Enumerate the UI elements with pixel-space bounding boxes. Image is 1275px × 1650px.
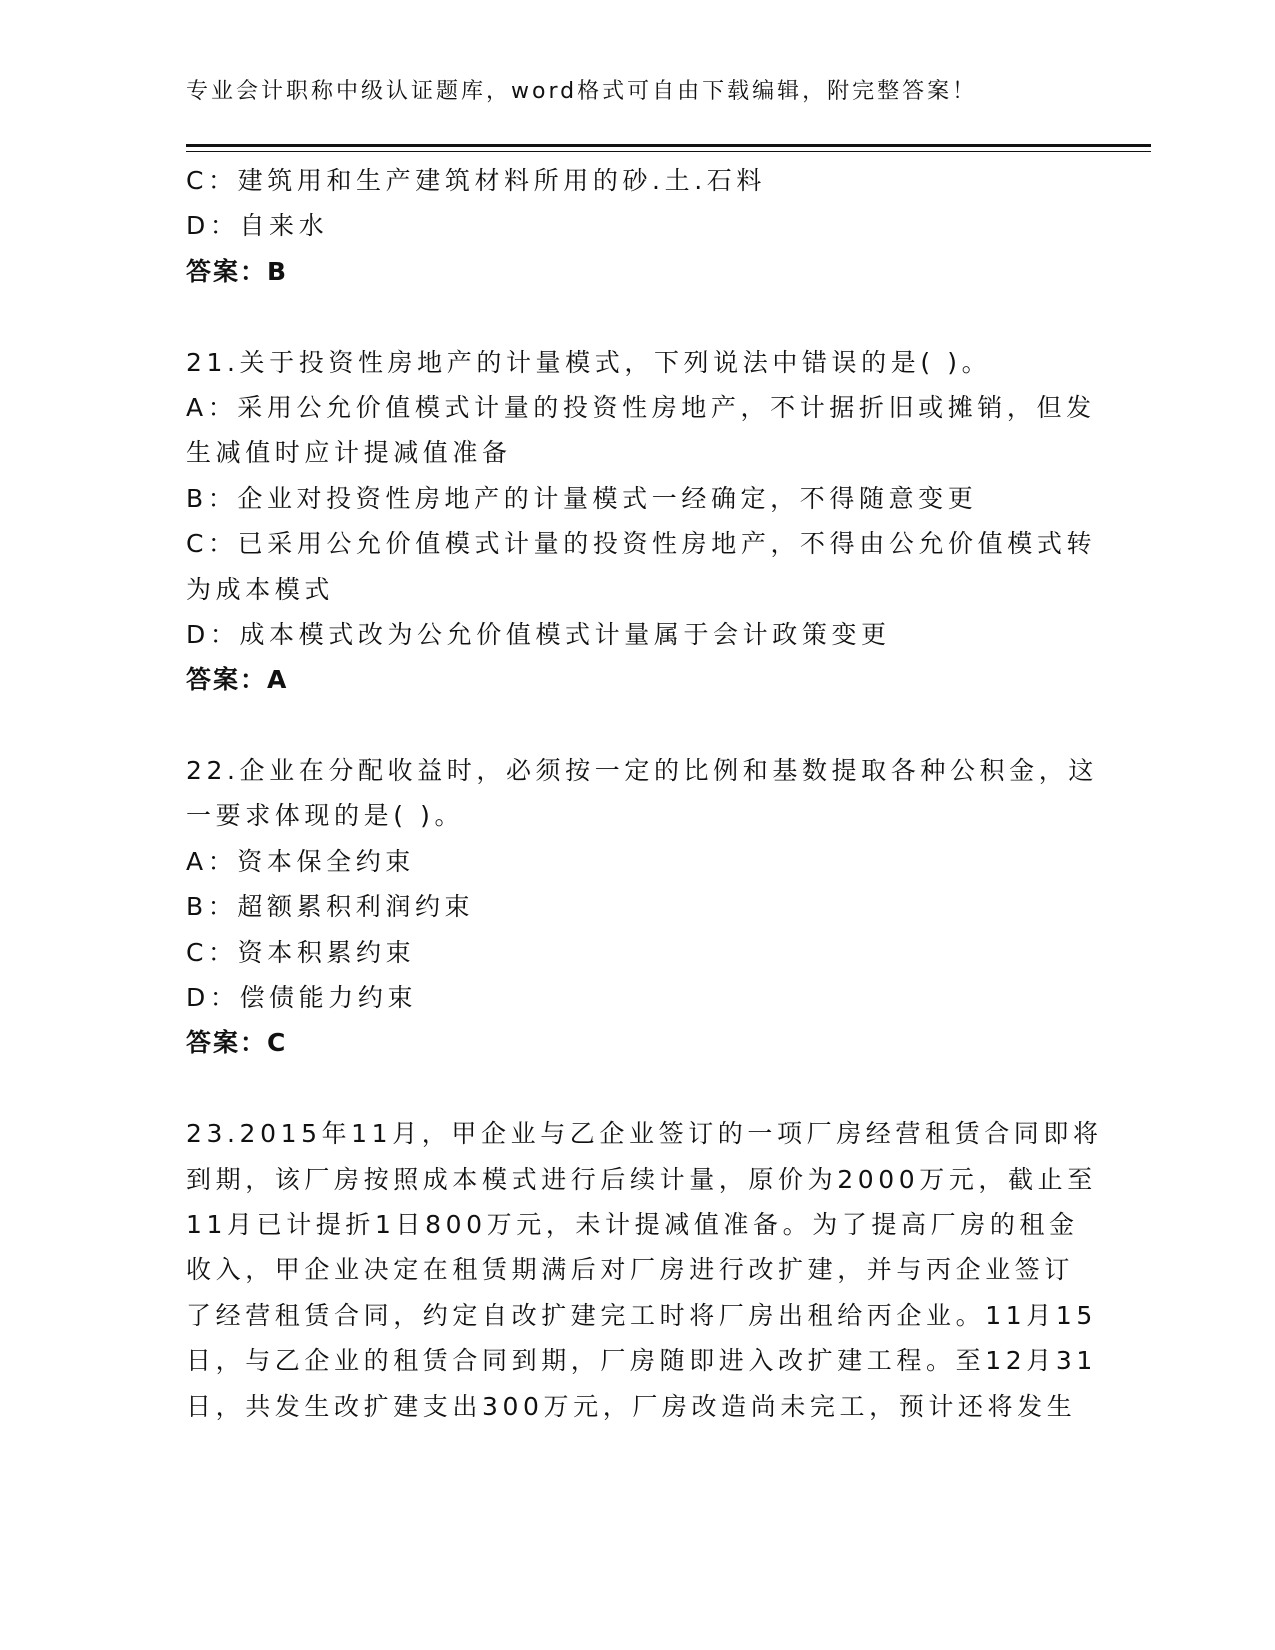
header-divider [186,144,1151,147]
text-line: 22.企业在分配收益时，必须按一定的比例和基数提取各种公积金，这 [186,756,1098,786]
text-line: A：资本保全约束 [186,846,415,876]
question-content [186,158,1103,1429]
answer-line: 答案：A [186,665,289,695]
text-line: 一要求体现的是( )。 [186,801,465,831]
text-line: D：成本模式改为公允价值模式计量属于会计政策变更 [186,619,891,649]
text-line: D：自来水 [186,211,329,241]
text-line: C：资本积累约束 [186,937,416,967]
text-line: 23.2015年11月，甲企业与乙企业签订的一项厂房经营租赁合同即将 [186,1119,1103,1149]
text-line: 21.关于投资性房地产的计量模式，下列说法中错误的是( )。 [186,347,992,377]
answer-line: 答案：B [186,256,289,286]
text-line: 日，与乙企业的租赁合同到期，厂房随即进入改扩建工程。至12月31 [186,1346,1097,1376]
text-line: 收入，甲企业决定在租赁期满后对厂房进行改扩建，并与丙企业签订 [186,1255,1075,1285]
text-line: C：建筑用和生产建筑材料所用的砂.土.石料 [186,166,766,195]
text-line: 为成本模式 [186,574,335,604]
text-line: 11月已计提折1日800万元，未计提减值准备。为了提高厂房的租金 [186,1209,1079,1239]
text-line: B：超额累积利润约束 [186,892,475,922]
text-line: A：采用公允价值模式计量的投资性房地产，不计据折旧或摊销，但发 [186,392,1096,422]
spacer [186,294,1086,339]
text-line: 了经营租赁合同，约定自改扩建完工时将厂房出租给丙企业。11月15 [186,1300,1097,1330]
header-divider-thin [186,151,1151,152]
text-line: 日，共发生改扩建支出300万元，厂房改造尚未完工，预计还将发生 [186,1391,1077,1421]
text-line: C：已采用公允价值模式计量的投资性房地产，不得由公允价值模式转 [186,529,1097,559]
spacer [186,703,1086,748]
text-line: D：偿债能力约束 [186,983,418,1013]
text-line: 到期，该厂房按照成本模式进行后续计量，原价为2000万元，截止至 [186,1164,1097,1194]
text-line: 生减值时应计提减值准备 [186,438,512,468]
page-header: 专业会计职称中级认证题库，word格式可自由下载编辑，附完整答案！ [186,79,978,104]
answer-line: 答案：C [186,1028,288,1058]
spacer [186,1066,1086,1111]
text-line: B：企业对投资性房地产的计量模式一经确定，不得随意变更 [186,483,978,513]
